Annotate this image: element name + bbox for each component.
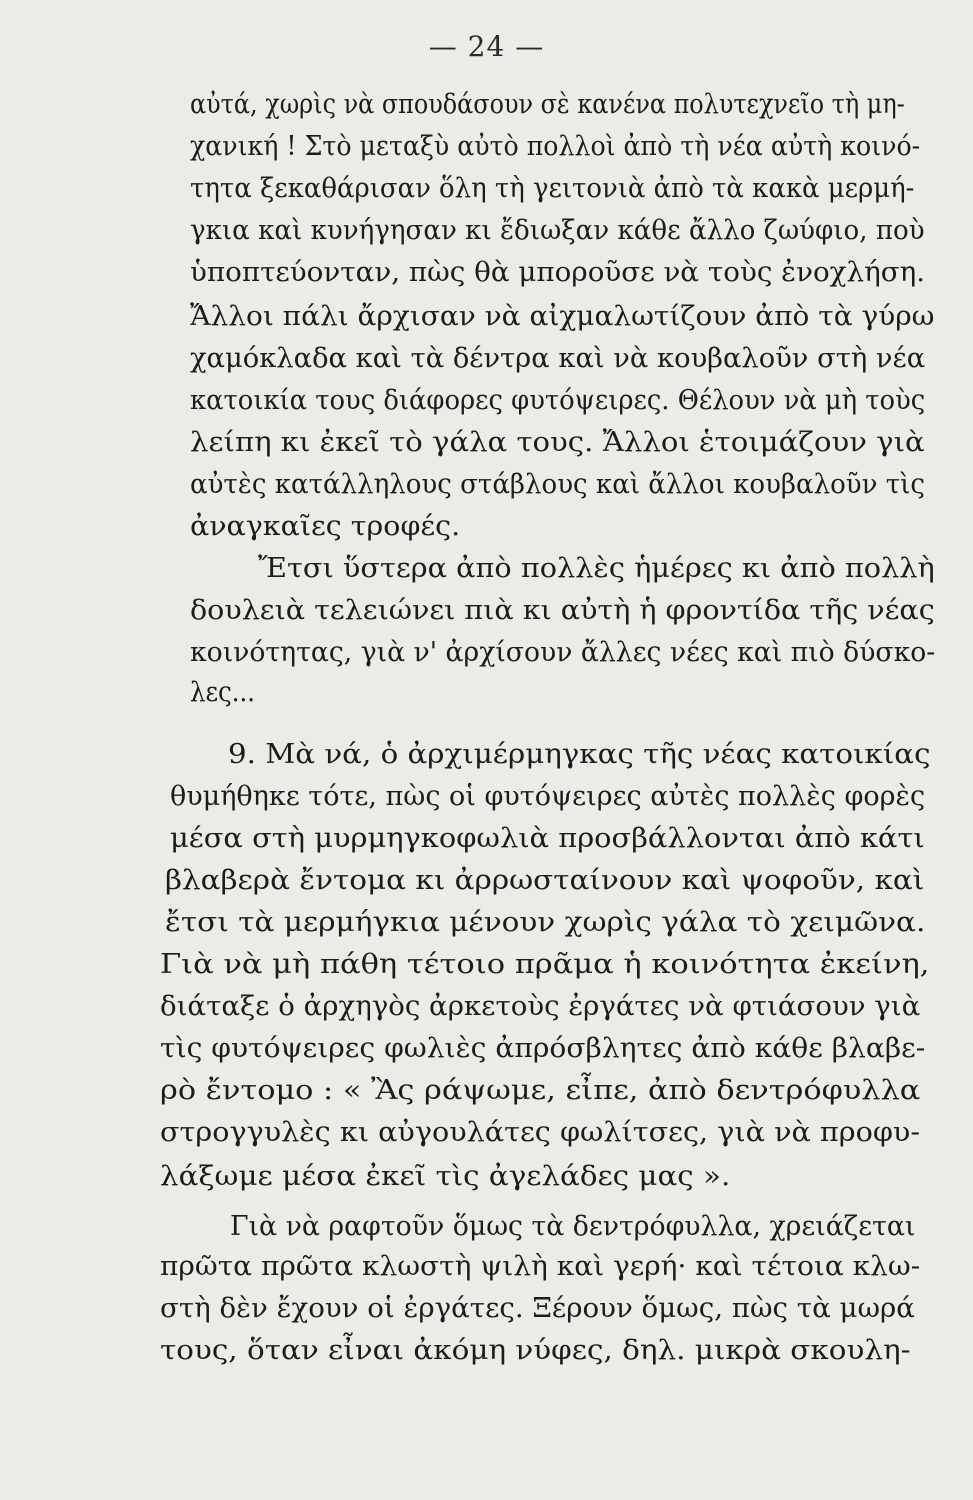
text-line: λάξωμε μέσα ἐκεῖ τὶς ἀγελάδες μας ». <box>160 1161 731 1192</box>
text-line: πρῶτα πρῶτα κλωστὴ ψιλὴ καὶ γερή· καὶ τέτοια κλω- <box>160 1251 921 1282</box>
text-line: βλαβερὰ ἔντομα κι ἀρρωσταίνουν καὶ ψοφοῦν, καὶ <box>165 865 925 896</box>
text-line: ρὸ ἔντομο : « Ἂς ράψωμε, εἶπε, ἀπὸ δεντρόφυλλα <box>160 1075 921 1106</box>
page-number: — 24 — <box>428 30 545 63</box>
text-line: 9. Μὰ νά, ὁ ἀρχιμέρμηγκας τῆς νέας κατοικίας <box>228 739 931 770</box>
text-line: μέσα στὴ μυρμηγκοφωλιὰ προσβάλλονται ἀπὸ κάτι <box>170 823 925 854</box>
text-line: τητα ξεκαθάρισαν ὅλη τὴ γειτονιὰ ἀπὸ τὰ κακὰ μερμή- <box>190 173 915 204</box>
text-line: αὐτά, χωρὶς νὰ σπουδάσουν σὲ κανένα πολυτεχνεῖο τὴ μη- <box>190 89 905 120</box>
text-line: θυμήθηκε τότε, πὼς οἱ φυτόψειρες αὐτὲς πολλὲς φορὲς <box>170 781 926 812</box>
text-line: κατοικία τους διάφορες φυτόψειρες. Θέλουν νὰ μὴ τοὺς <box>190 385 926 416</box>
text-line: Ἔτσι ὕστερα ἀπὸ πολλὲς ἡμέρες κι ἀπὸ πολλὴ <box>258 553 935 584</box>
text-line: Ἄλλοι πάλι ἄρχισαν νὰ αἰχμαλωτίζουν ἀπὸ τὰ γύρω <box>190 301 935 332</box>
text-line: στρογγυλὲς κι αὐγουλάτες φωλίτσες, γιὰ νὰ προφυ- <box>160 1117 921 1148</box>
text-line: τὶς φυτόψειρες φωλιὲς ἀπρόσβλητες ἀπὸ κάθε βλαβε- <box>160 1033 926 1064</box>
text-line: τους, ὅταν εἶναι ἀκόμη νύφες, δηλ. μικρὰ σκουλη- <box>160 1335 911 1366</box>
text-line: λες... <box>190 677 256 708</box>
text-line: χαμόκλαδα καὶ τὰ δέντρα καὶ νὰ κουβαλοῦν στὴ νέα <box>190 343 926 374</box>
text-line: χανική ! Στὸ μεταξὺ αὐτὸ πολλοὶ ἀπὸ τὴ νέα αὐτὴ κοινό- <box>190 131 921 162</box>
text-line: δουλειὰ τελειώνει πιὰ κι αὐτὴ ἡ φροντίδα τῆς νέας <box>190 595 935 626</box>
text-line: ἀναγκαῖες τροφές. <box>190 511 461 542</box>
text-line: Γιὰ νὰ μὴ πάθη τέτοιο πρᾶμα ἡ κοινότητα ἐκείνη, <box>160 949 930 980</box>
text-line: ἔτσι τὰ μερμήγκια μένουν χωρὶς γάλα τὸ χειμῶνα. <box>165 907 926 938</box>
text-line: λείπη κι ἐκεῖ τὸ γάλα τους. Ἄλλοι ἑτοιμάζουν γιὰ <box>190 427 925 458</box>
text-line: στὴ δὲν ἔχουν οἱ ἐργάτες. Ξέρουν ὅμως, πὼς τὰ μωρά <box>160 1293 915 1324</box>
text-line: ὑποπτεύονταν, πὼς θὰ μποροῦσε νὰ τοὺς ἐνοχλήση. <box>190 257 926 288</box>
text-line: κοινότητας, γιὰ ν' ἀρχίσουν ἄλλες νέες καὶ πιὸ δύσκο- <box>190 637 936 668</box>
text-line: διάταξε ὁ ἀρχηγὸς ἀρκετοὺς ἐργάτες νὰ φτιάσουν γιὰ <box>160 991 921 1022</box>
text-line: αὐτὲς κατάλληλους στάβλους καὶ ἄλλοι κουβαλοῦν τὶς <box>190 469 925 500</box>
text-line: Γιὰ νὰ ραφτοῦν ὅμως τὰ δεντρόφυλλα, χρειάζεται <box>230 1211 916 1242</box>
text-line: γκια καὶ κυνήγησαν κι ἔδιωξαν κάθε ἄλλο ζωύφιο, ποὺ <box>190 215 925 246</box>
